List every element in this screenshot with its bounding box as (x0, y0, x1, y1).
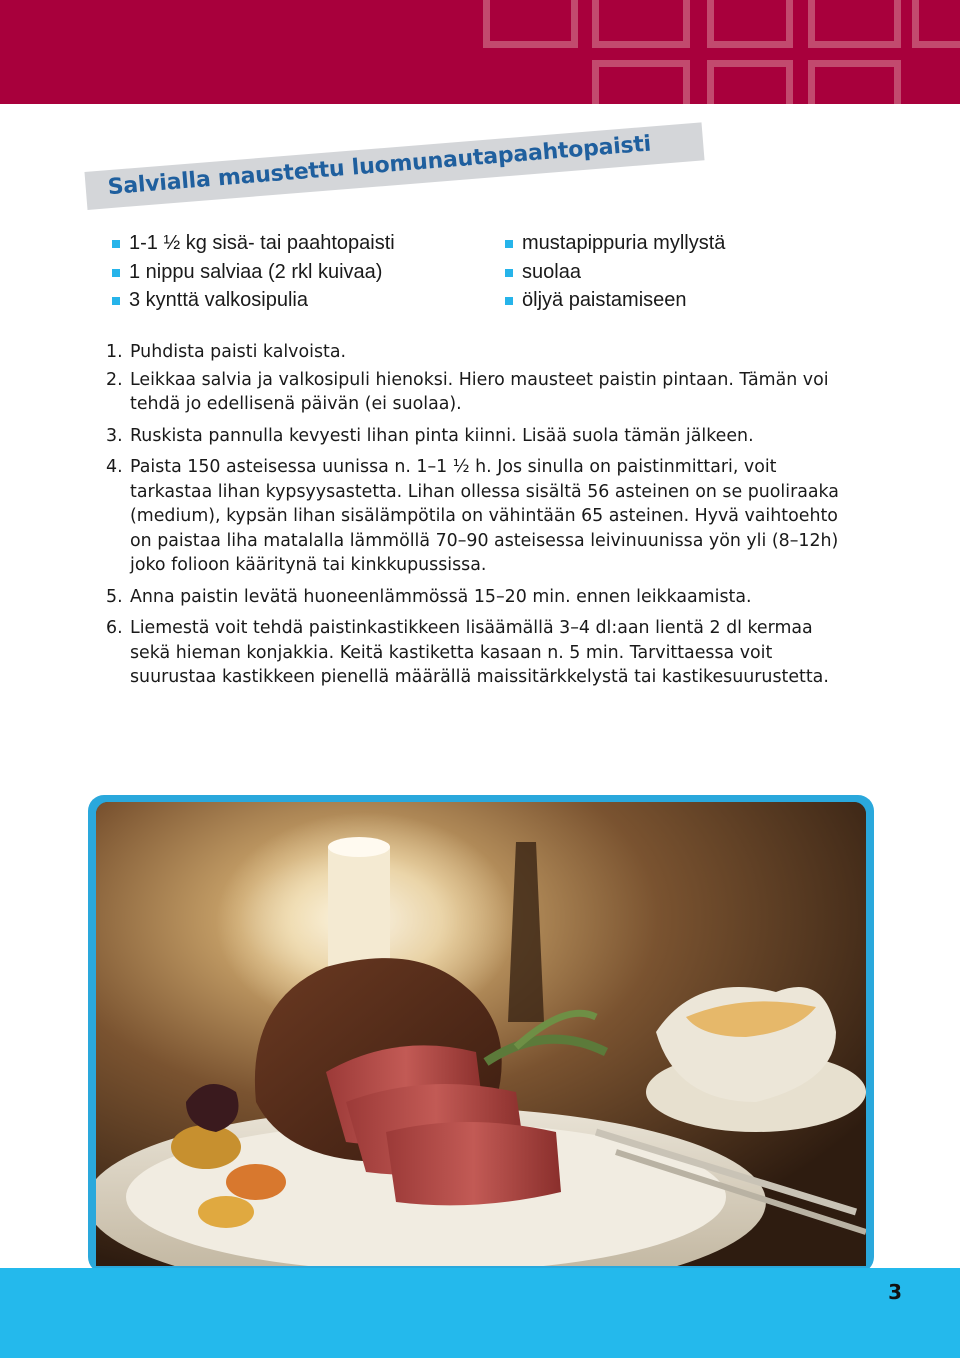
ingredient-item: 1-1 ½ kg sisä- tai paahtopaisti (112, 229, 395, 258)
ingredients-list-right (505, 229, 725, 315)
recipe-title: Salvialla maustettu luomunautapaahtopaisti (106, 131, 652, 201)
step-number: 2. (106, 369, 123, 390)
bottom-band (0, 1268, 960, 1358)
instruction-step (106, 616, 846, 690)
decorative-square (707, 60, 793, 104)
step-number: 1. (106, 342, 123, 362)
instruction-step (106, 340, 846, 365)
step-text: Leikkaa salvia ja valkosipuli hienoksi. Hiero mausteet paistin pintaan. Tämän voi tehdä jo edellisenä päivän (ei suolaa). (130, 369, 829, 414)
decorative-square (808, 60, 901, 104)
decorative-square (808, 0, 901, 48)
roast-beef-photo (96, 802, 866, 1266)
ingredients-list-left (112, 229, 395, 315)
decorative-square (912, 0, 960, 48)
decorative-square (707, 0, 793, 48)
decorative-square (592, 60, 690, 104)
page-number: 3 (888, 1280, 902, 1304)
step-text: Puhdista paisti kalvoista. (130, 342, 347, 362)
top-band (0, 0, 960, 104)
step-number: 4. (106, 457, 123, 477)
ingredient-item: mustapippuria myllystä (505, 229, 725, 258)
step-number: 3. (106, 425, 123, 446)
ingredient-item: öljyä paistamiseen (505, 286, 725, 315)
decorative-square (592, 0, 690, 48)
ingredient-item: 1 nippu salviaa (2 rkl kuivaa) (112, 258, 395, 287)
instructions-list (106, 340, 846, 697)
instruction-step (106, 424, 846, 449)
step-text: Liemestä voit tehdä paistinkastikkeen lisäämällä 3–4 dl:aan lientä 2 dl kermaa sekä hieman konjakkia. Keitä kastiketta kasaan n. 5 min. Tarvittaessa voit suurustaa kastikkeen pienellä määrällä maissitärkkelystä tai kastikesuurustetta. (130, 618, 829, 687)
ingredient-item: 3 kynttä valkosipulia (112, 286, 395, 315)
step-text: Paista 150 asteisessa uunissa n. 1–1 ½ h. Jos sinulla on paistinmittari, voit tarkastaa lihan kypsyysastetta. Lihan ollessa sisältä 56 asteinen on se puoliraaka (medium), kypsän lihan sisälämpötila on vähintään 65 asteinen. Hyvä vaihtoehto on paistaa liha matalalla lämmöllä 70–90 asteisessa leivinuunissa yön yli (8–12h) joko folioon kääritynä tai kinkkupussissa. (130, 457, 839, 575)
decorative-square (483, 0, 578, 48)
ingredient-item: suolaa (505, 258, 725, 287)
step-number: 6. (106, 618, 123, 638)
instruction-step (106, 368, 846, 417)
title-banner (84, 122, 704, 210)
step-text: Anna paistin levätä huoneenlämmössä 15–20 min. ennen leikkaamista. (130, 586, 752, 607)
step-number: 5. (106, 586, 123, 607)
instruction-step (106, 455, 846, 578)
step-text: Ruskista pannulla kevyesti lihan pinta kiinni. Lisää suola tämän jälkeen. (130, 425, 754, 446)
instruction-step (106, 585, 846, 610)
